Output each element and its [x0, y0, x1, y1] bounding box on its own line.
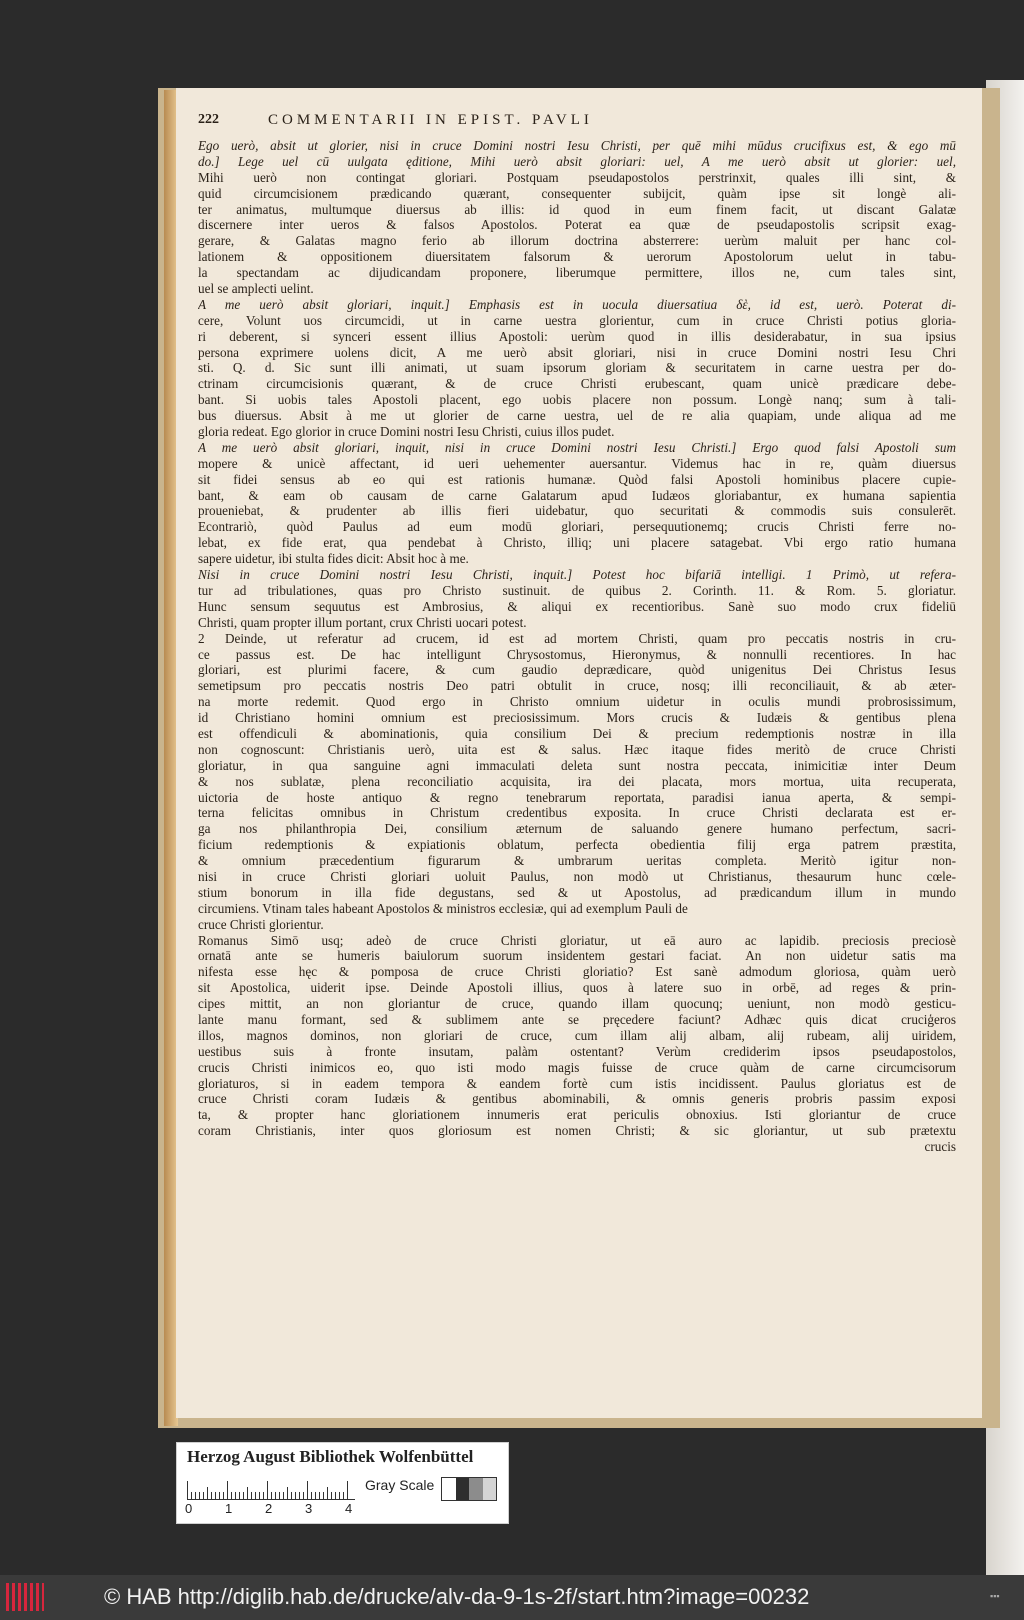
text-line: A me uerò absit gloriari, inquit.] Emphasis est in uocula diuersatiua δὲ, id est, uerò. Poterat di-: [198, 296, 956, 312]
footer-url[interactable]: © HAB http://diglib.hab.de/drucke/alv-da-9-1s-2f/start.htm?image=00232: [104, 1584, 810, 1609]
ruler-tick: [335, 1492, 336, 1499]
text-line: cere, Volunt uos circumcidi, ut in carne uestra glorientur, cum in cruce Christi potius gloria-: [198, 312, 956, 328]
text-column: [198, 138, 956, 1155]
ruler-tick: [219, 1492, 220, 1499]
text-line: lante manu formant, sed & sublimem ante se pręcedere faciunt? Adhæc quis dicat cruciģeros: [198, 1011, 956, 1027]
text-line: est offendiculi & abominationis, quia consilium Dei & precium redemptionis nostræ in illa: [198, 725, 956, 741]
ruler-tick: [211, 1492, 212, 1499]
text-line: ficium redemptionis & expiationis oblatum, perfecta obedientia filij erga patrem præstita,: [198, 837, 956, 853]
ruler-tick: [331, 1492, 332, 1499]
gray-scale-label: Gray Scale: [365, 1477, 435, 1493]
text-line: uel se amplecti uelint.: [198, 281, 314, 297]
ruler-tick: [319, 1492, 320, 1499]
ruler-tick: [315, 1492, 316, 1499]
gray-swatch: [442, 1478, 456, 1500]
text-line: gloriatur, in qua sanguine agni immaculati deleta sunt nostra peccata, inimicitiæ inter Deum: [198, 757, 956, 773]
ruler-tick: [287, 1487, 288, 1499]
hab-logo-icon: [6, 1583, 44, 1611]
text-line: ga nos philanthropia Dei, consilium æternum de saluando genere humano perfectum, sacri-: [198, 821, 956, 837]
text-line: sit fidei sensus ab eo qui est rationis humanæ. Quòd falsi Apostoli hominibus placere cupie-: [198, 471, 956, 487]
text-line: 2 Deinde, ut referatur ad crucem, id est ad mortem Christi, quam pro peccatis nostris in cru-: [198, 630, 956, 646]
ruler-tick: [247, 1487, 248, 1499]
text-line: semetipsum pro peccatis nostris Deo patri obtulit in cruce, nosq; illi reconciliauit, & ab æter-: [198, 678, 956, 694]
text-line: ta, & propter hanc gloriationem innumeris erat periculis obnoxius. Isti gloriantur de cruce: [198, 1107, 956, 1123]
ruler-tick: [191, 1492, 192, 1499]
text-line: sit Apostolica, uiderit ipse. Deinde Apostoli illius, quos à latere suo in orbē, ad reges & prin-: [198, 980, 956, 996]
ruler-tick: [339, 1492, 340, 1499]
ruler-tick: [187, 1481, 188, 1499]
text-line: ctrinam circumcisionis quærant, & de cruce Christi erubescant, quam unicè prædicare debe-: [198, 376, 956, 392]
color-ruler-card: [176, 1442, 509, 1524]
ruler-tick: [243, 1492, 244, 1499]
ruler-tick: [307, 1481, 308, 1499]
text-line: sti. Q. d. Sic sunt illi animati, ut suam ipsorum gloriam & securitatem in carne uestra per do-: [198, 360, 956, 376]
ruler-tick: [327, 1487, 328, 1499]
folio-number: 222: [198, 112, 219, 127]
ruler-tick: [259, 1492, 260, 1499]
text-line: proueniebat, & prudenter ab illis fieri uidebatur, quo securitati & commodis suis consulerēt.: [198, 503, 956, 519]
ruler-number: 4: [345, 1501, 353, 1516]
running-title: COMMENTARII IN EPIST. PAVLI: [268, 112, 593, 128]
text-line: na morte redemit. Quod ergo in Christo omnium uidetur in oculis mundi probrosissimum,: [198, 694, 956, 710]
running-head: [198, 112, 954, 134]
text-line: nisi in cruce Christi gloriari uoluit Paulus, non modò ut Christianus, thesaurum hunc cœle-: [198, 868, 956, 884]
ruler-tick: [215, 1492, 216, 1499]
ruler-tick: [275, 1492, 276, 1499]
text-line: A me uerò absit gloriari, inquit, nisi in cruce Domini nostri Iesu Christi.] Ergo quod falsi Apostoli sum: [198, 439, 956, 455]
ruler-numbers: [185, 1501, 365, 1519]
text-line: gerare, & Galatas magno ferio ab illorum doctrina absterrere: uerùm maluit per hanc col-: [198, 233, 956, 249]
text-line: quid circumcisionem prædicando quærant, consequenter subijcit, quàm ipse sit longè ali-: [198, 185, 956, 201]
text-line: Christi, quam propter illum portant, crux Christi uocari potest.: [198, 614, 527, 630]
text-line: tur ad tribulationes, quas pro Christo sustinuit. de quibus 2. Corinth. 11. & Rom. 5. gloriatur.: [198, 582, 956, 598]
text-line: gloria redeat. Ego glorior in cruce Domini nostri Iesu Christi, cuius illos pudet.: [198, 424, 615, 440]
text-line: terna felicitas omnibus in Christum credentibus exposita. In cruce Christi declarata est er-: [198, 805, 956, 821]
ruler-number: 1: [225, 1501, 233, 1516]
gray-swatch: [469, 1478, 483, 1500]
ruler-tick: [299, 1492, 300, 1499]
text-line: nifesta esse hęc & pomposa de cruce Christi gloriatio? Est sanè admodum gloriosa, quàm uerò: [198, 964, 956, 980]
text-line: crucis Christi inimicos eo, quo isti modo magis fuisse de cruce quàm de carne circumcisorum: [198, 1059, 956, 1075]
text-line: do.] Lege uel cū uulgata ęditione, Mihi uerò absit gloriari: uel, A me uerò absit ut glorier: uel,: [198, 153, 956, 169]
text-line: coram Christianis, inter quos gloriosum est nomen Christi; & sic gloriantur, ut sub prætextu: [198, 1123, 956, 1139]
text-line: ce passus est. De hac intelligunt Chrysostomus, Hieronymus, & nonnulli recentiores. In hac: [198, 646, 956, 662]
ruler-tick: [267, 1481, 268, 1499]
text-line: Ego uerò, absit ut glorier, nisi in cruce Domini nostri Iesu Christi, per quē mihi mūdus crucifixus est, & ego mū: [198, 138, 956, 153]
text-line: ornatā ante se humeris baiulorum suorum insidentem gestari faciat. An non uidetur satis ma: [198, 948, 956, 964]
catchword: crucis: [924, 1139, 956, 1155]
text-line: illos, magnos dominos, non gloriari de cruce, cum illam alij albam, alij rubeam, alij uiridem,: [198, 1027, 956, 1043]
footer-page-icon: ▪▪▪: [990, 1591, 1000, 1601]
ruler-tick: [291, 1492, 292, 1499]
ruler-tick: [295, 1492, 296, 1499]
text-line: gloriari, est plurimi facere, & cum gaudio deprædicare, quòd unigenitus Dei Christus Iesus: [198, 662, 956, 678]
text-line: Nisi in cruce Domini nostri Iesu Christi, inquit.] Potest hoc bifariā intelligi. 1 Primò, ut refera-: [198, 567, 956, 583]
text-line: bus diuersus. Absit à me ut glorier de carne uestra, uel de re alia quapiam, unde aliqua ad me: [198, 408, 956, 424]
text-line: Econtrariò, quòd Paulus ad eum modū gloriari, persequutionemq; crucis Christi ferre no-: [198, 519, 956, 535]
text-line: non cognoscunt: Christianis uerò, uita est & salus. Hæc itaque fides meritò de cruce Christi: [198, 741, 956, 757]
text-line: uictoria de hoste antiquo & regno tenebrarum reportata, paradisi ianua aperta, & sempi-: [198, 789, 956, 805]
text-line: stium bonorum in illa fide degustans, sed & ut Apostolus, ad prædicandum illum in mundo: [198, 884, 956, 900]
ruler-tick: [271, 1492, 272, 1499]
text-line: lationem & oppositionem diuersitatem falsorum & uerorum Apostolorum uelut in tabu-: [198, 249, 956, 265]
library-name: Herzog August Bibliothek Wolfenbüttel: [187, 1447, 474, 1466]
footer-bar: [0, 1575, 1024, 1620]
text-line: bant, & eam ob causam de carne Galatarum apud Iudæos gloriabantur, ex humana sapientia: [198, 487, 956, 503]
ruler-tick: [203, 1492, 204, 1499]
ruler-tick: [255, 1492, 256, 1499]
gray-swatch: [483, 1478, 497, 1500]
text-line: uestibus suis à fronte insutam, palàm ostentant? Verùm crediderim ipsos pseudapostolos,: [198, 1043, 956, 1059]
ruler-tick: [303, 1492, 304, 1499]
ruler-tick: [279, 1492, 280, 1499]
text-line: cruce Christi coram Iudæis & gentibus abominabili, & omnis generis probris passim exposi: [198, 1091, 956, 1107]
gray-scale-bar: [441, 1477, 497, 1501]
text-line: circumiens. Vtinam tales habeant Apostolos & ministros ecclesiæ, qui ad exemplum Pauli de: [198, 900, 688, 916]
text-line: & nos sublatæ, plena reconciliatio acquisita, ira dei placata, mors mortua, uita recuperata,: [198, 773, 956, 789]
text-line: cipes mittit, an non gloriantur de cruce, quando illam quocunq; ueniunt, non modò gesticu-: [198, 996, 956, 1012]
ruler-tick: [239, 1492, 240, 1499]
ruler-tick: [235, 1492, 236, 1499]
ruler-number: 0: [185, 1501, 193, 1516]
text-line: & omnium præcedentium figurarum & umbrarum ueritas completa. Meritò igitur non-: [198, 853, 956, 869]
ruler-tick: [251, 1492, 252, 1499]
text-line: lebat, ex fide erat, qua pendebat à Christo, illiq; uni placere satagebat. Vbi ergo ratio humana: [198, 535, 956, 551]
text-line: cruce Christi glorientur.: [198, 916, 324, 932]
text-line: mopere & unicè affectant, id ueri uehementer auersantur. Videmus hac in re, quàm diuersus: [198, 455, 956, 471]
ruler-number: 3: [305, 1501, 313, 1516]
text-line: Hunc sensum sequutus est Ambrosius, & aliqui ex recentioribus. Sanè suo modo crux fideliū: [198, 598, 956, 614]
ruler-tick: [343, 1492, 344, 1499]
text-line: discernere inter ueros & falsos Apostolos. Poterat ea quæ de pseudapostolis scripsit exag-: [198, 217, 956, 233]
ruler-tick: [323, 1492, 324, 1499]
text-line: sapere uidetur, ibi stulta fides dicit: Absit hoc à me.: [198, 551, 469, 567]
ruler-tick: [199, 1492, 200, 1499]
ruler-tick: [263, 1492, 264, 1499]
text-line: id Christiano homini omnium est preciosissimum. Mors crucis & Iudæis & gentibus plena: [198, 710, 956, 726]
ruler-scale: [187, 1477, 355, 1500]
ruler-tick: [311, 1492, 312, 1499]
text-line: ter animatus, multumque diuersus ab illis: id quod in eum finem facit, ut discant Galatæ: [198, 201, 956, 217]
gray-swatch: [456, 1478, 470, 1500]
ruler-tick: [231, 1492, 232, 1499]
text-line: Romanus Simō usq; adeò de cruce Christi gloriatur, ut eā auro ac lapidib. preciosis preciosè: [198, 932, 956, 948]
text-line: Mihi uerò non contingat gloriari. Postquam pseudapostolos perstrinxit, quales illi sint, &: [198, 169, 956, 185]
ruler-tick: [207, 1487, 208, 1499]
text-line: bant. Si uobis tales Apostoli placent, ego uobis placere non possum. Longè nanq; sum à tali-: [198, 392, 956, 408]
text-line: ri deberent, si synceri essent illius Apostoli: uerùm quod in illis desiderabatur, in sua ipsius: [198, 328, 956, 344]
text-line: persona exprimere uolens dicit, A me uerò absit gloriari, nisi in cruce Domini nostri Iesu Chri: [198, 344, 956, 360]
ruler-number: 2: [265, 1501, 273, 1516]
ruler-tick: [223, 1492, 224, 1499]
ruler-tick: [195, 1492, 196, 1499]
ruler-tick: [283, 1492, 284, 1499]
ruler-tick: [227, 1481, 228, 1499]
text-line: gloriaturos, si in eadem tempora & eandem fortè cum istis incidissent. Paulus gloriatus est de: [198, 1075, 956, 1091]
text-line: la spectandam ac dijudicandam proponere, liberumque permittere, illos ne, cum tales sint,: [198, 265, 956, 281]
ruler-tick: [347, 1481, 348, 1499]
